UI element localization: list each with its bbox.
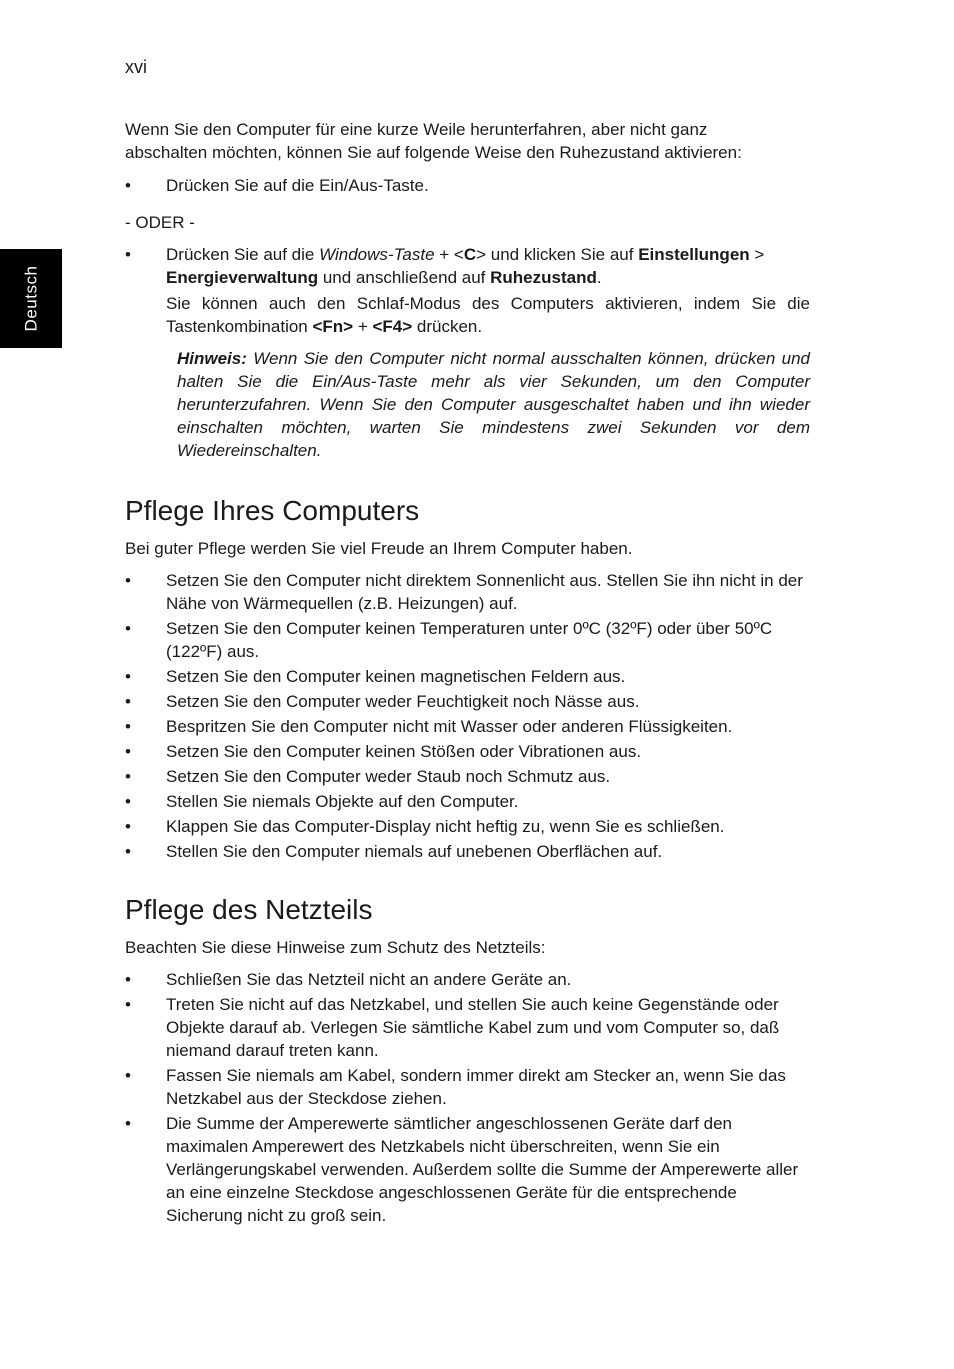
list-item-text: Treten Sie nicht auf das Netzkabel, und stellen Sie auch keine Gegenstände oder Objekte darauf ab. Verlegen Sie sämtliche Kabel zum und vom Computer so, daß niemand darauf treten kann.: [166, 995, 780, 1060]
list-item: [125, 690, 810, 713]
windows-key-text: Windows-Taste: [319, 245, 435, 264]
text-run: >: [749, 245, 765, 264]
schlaf-modus-paragraph: [166, 292, 810, 338]
bullet: •: [125, 245, 131, 264]
bullet: •: [125, 767, 131, 786]
bullet: •: [125, 667, 131, 686]
fn-key-text: <Fn>: [312, 317, 354, 336]
list-item-text: Bespritzen Sie den Computer nicht mit Wasser oder anderen Flüssigkeiten.: [166, 717, 733, 736]
bullet: •: [125, 571, 131, 590]
section-intro-computer: Bei guter Pflege werden Sie viel Freude an Ihrem Computer haben.: [125, 539, 633, 558]
list-item-text: Setzen Sie den Computer keinen Stößen oder Vibrationen aus.: [166, 742, 642, 761]
section-heading-netzteil: Pflege des Netzteils: [125, 894, 373, 925]
text-run: > und klicken Sie auf: [476, 245, 639, 264]
list-item: [125, 569, 810, 615]
list-item: [125, 968, 810, 991]
bullet: •: [125, 842, 131, 861]
list-item: [125, 840, 810, 863]
list-item-text: Setzen Sie den Computer nicht direktem Sonnenlicht aus. Stellen Sie ihn nicht in der Nähe von Wärmequellen (z.B. Heizungen) auf.: [166, 571, 803, 613]
list-item: [125, 740, 810, 763]
ruhezustand-text: Ruhezustand: [490, 268, 597, 287]
list-item-text: Die Summe der Amperewerte sämtlicher angeschlossenen Geräte darf den maximalen Amperewert des Netzkabels nicht überschreiten, wenn Sie ein Verlängerungskabel verwenden. Außerdem sollte die Summe der Amperewerte aller an eine einzelne Steckdose angeschlossenen Geräte für die entsprechende Sicherung nicht zu groß sein.: [166, 1114, 799, 1225]
hinweis-label: Hinweis:: [177, 349, 247, 368]
list-item-text: Setzen Sie den Computer weder Feuchtigkeit noch Nässe aus.: [166, 692, 640, 711]
section-heading-computer: Pflege Ihres Computers: [125, 495, 420, 526]
language-side-tab: [0, 249, 62, 348]
bullet: •: [125, 742, 131, 761]
list-item: [125, 174, 810, 197]
text-run: .: [596, 268, 602, 287]
hinweis-note: [177, 347, 810, 462]
bullet: •: [125, 970, 131, 989]
ruhezustand-list: [125, 174, 810, 197]
list-item: [125, 243, 810, 338]
list-item: [125, 617, 810, 663]
list-item: [125, 790, 810, 813]
list-item-text: [166, 243, 810, 289]
section-intro-netzteil: Beachten Sie diese Hinweise zum Schutz des Netzteils:: [125, 938, 546, 957]
windows-list: [125, 243, 810, 338]
list-item-text: Stellen Sie den Computer niemals auf unebenen Oberflächen auf.: [166, 842, 663, 861]
list-item: [125, 1112, 810, 1227]
netzteil-care-list: [125, 968, 810, 1227]
list-item-text: Drücken Sie auf die Ein/Aus-Taste.: [166, 176, 429, 195]
bullet: •: [125, 176, 131, 195]
list-item-text: Setzen Sie den Computer weder Staub noch Schmutz aus.: [166, 767, 611, 786]
key-c-text: C: [463, 245, 477, 264]
bullet: •: [125, 1066, 131, 1085]
bullet: •: [125, 792, 131, 811]
f4-key-text: <F4>: [372, 317, 413, 336]
list-item: [125, 993, 810, 1062]
hinweis-text: Wenn Sie den Computer nicht normal ausschalten können, drücken und halten Sie die Ein/Aus-Taste mehr als vier Sekunden, um den Computer herunterzufahren. Wenn Sie den Computer ausgeschaltet haben und ihn wieder einschalten möchten, warten Sie mindestens zwei Sekunden vor dem Wiedereinschalten.: [177, 349, 810, 460]
computer-care-list: [125, 569, 810, 863]
list-item: [125, 765, 810, 788]
bullet: •: [125, 717, 131, 736]
list-item-text: Schließen Sie das Netzteil nicht an andere Geräte an.: [166, 970, 572, 989]
text-run: und anschließend auf: [318, 268, 491, 287]
bullet: •: [125, 1114, 131, 1133]
bullet: •: [125, 692, 131, 711]
bullet: •: [125, 619, 131, 638]
energieverwaltung-text: Energieverwaltung: [166, 268, 319, 287]
text-run: +: [353, 317, 373, 336]
list-item-text: Setzen Sie den Computer keinen Temperaturen unter 0ºC (32ºF) oder über 50ºC (122ºF) aus.: [166, 619, 773, 661]
list-item-text: Setzen Sie den Computer keinen magnetischen Feldern aus.: [166, 667, 626, 686]
list-item: [125, 815, 810, 838]
list-item: [125, 715, 810, 738]
text-run: drücken.: [412, 317, 483, 336]
text-run: Sie können auch den Schlaf-Modus des Computers aktivieren, indem Sie die Tastenkombination: [166, 294, 810, 336]
list-item: [125, 665, 810, 688]
text-run: + <: [434, 245, 464, 264]
bullet: •: [125, 817, 131, 836]
list-item: [125, 1064, 810, 1110]
side-tab-label: Deutsch: [21, 265, 41, 332]
text-run: Drücken Sie auf die: [166, 245, 320, 264]
list-item-text: Fassen Sie niemals am Kabel, sondern immer direkt am Stecker an, wenn Sie das Netzkabel aus der Steckdose ziehen.: [166, 1066, 786, 1108]
oder-separator: - ODER -: [125, 213, 195, 232]
list-item-text: Klappen Sie das Computer-Display nicht heftig zu, wenn Sie es schließen.: [166, 817, 725, 836]
page-content: [125, 118, 810, 1227]
list-item-text: Stellen Sie niemals Objekte auf den Computer.: [166, 792, 519, 811]
page-number: xvi: [125, 57, 147, 77]
einstellungen-text: Einstellungen: [638, 245, 750, 264]
bullet: •: [125, 995, 131, 1014]
intro-paragraph: Wenn Sie den Computer für eine kurze Weile herunterfahren, aber nicht ganz abschalten möchten, können Sie auf folgende Weise den Ruhezustand aktivieren:: [125, 120, 742, 162]
